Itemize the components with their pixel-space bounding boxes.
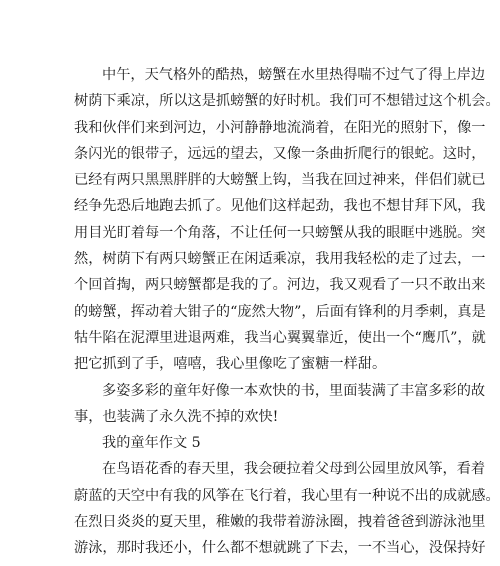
text-line: 然，树荫下有两只螃蟹正在闲适乘凉，我用我轻松的走了过去，一 [74,251,486,268]
text-line: 在鸟语花香的春天里，我会硬拉着父母到公园里放风筝，看着 [102,461,486,478]
text-line: 蔚蓝的天空中有我的风筝在飞行着，我心里有一种说不出的成就感。 [74,487,500,504]
text-line: 游泳，那时我还小，什么都不想就跳了下去，一不当心，没保持好 [74,540,486,557]
paragraph-childhood-book [74,378,486,431]
text-line: 已经有两只黑黑胖胖的大螃蟹上钩，当我在回过神来，伴侣们就已 [74,172,486,189]
text-line: 的螃蟹，挥动着大钳子的“庞然大物”，后面有锋利的月季刺，真是 [74,303,486,320]
paragraph-kite-spring [74,456,500,561]
essay-heading [74,430,426,456]
essay-heading-text: 我的童年作文 5 [102,435,201,452]
text-line: 把它抓到了手，嘻嘻，我心里像吃了蜜糖一样甜。 [74,356,387,373]
text-line: 个回首掏，两只螃蟹都是我的了。河边，我又观看了一只不敢出来 [74,277,486,294]
text-line: 多姿多彩的童年好像一本欢快的书，里面装满了丰富多彩的故 [102,382,486,399]
paragraph-crab-noon [74,62,500,378]
text-line: 在烈日炎炎的夏天里，稚嫩的我带着游泳圈，拽着爸爸到游泳池里 [74,514,486,531]
text-line: 条闪光的银带子，远远的望去，又像一条曲折爬行的银蛇。这时， [74,145,486,162]
text-line: 经争先恐后地跑去抓了。见他们这样起劲，我也不想甘拜下风，我 [74,198,486,215]
text-line: 事，也装满了永久洗不掉的欢快! [74,408,279,425]
essay-text [74,62,500,562]
text-line: 牯牛陷在泥潭里进退两难，我当心翼翼靠近，使出一个“鹰爪”，就 [74,329,486,346]
text-line: 中午，天气格外的酷热，螃蟹在水里热得喘不过气了得上岸边 [102,67,486,83]
text-line: 用目光盯着每一个角落，不让任何一只螃蟹从我的眼眶中逃脱。突 [74,224,486,241]
text-line: 我和伙伴们来到河边，小河静静地流淌着，在阳光的照射下，像一 [74,119,486,136]
text-line: 树荫下乘凉，所以这是抓螃蟹的好时机。我们可不想错过这个机会。 [74,93,500,110]
